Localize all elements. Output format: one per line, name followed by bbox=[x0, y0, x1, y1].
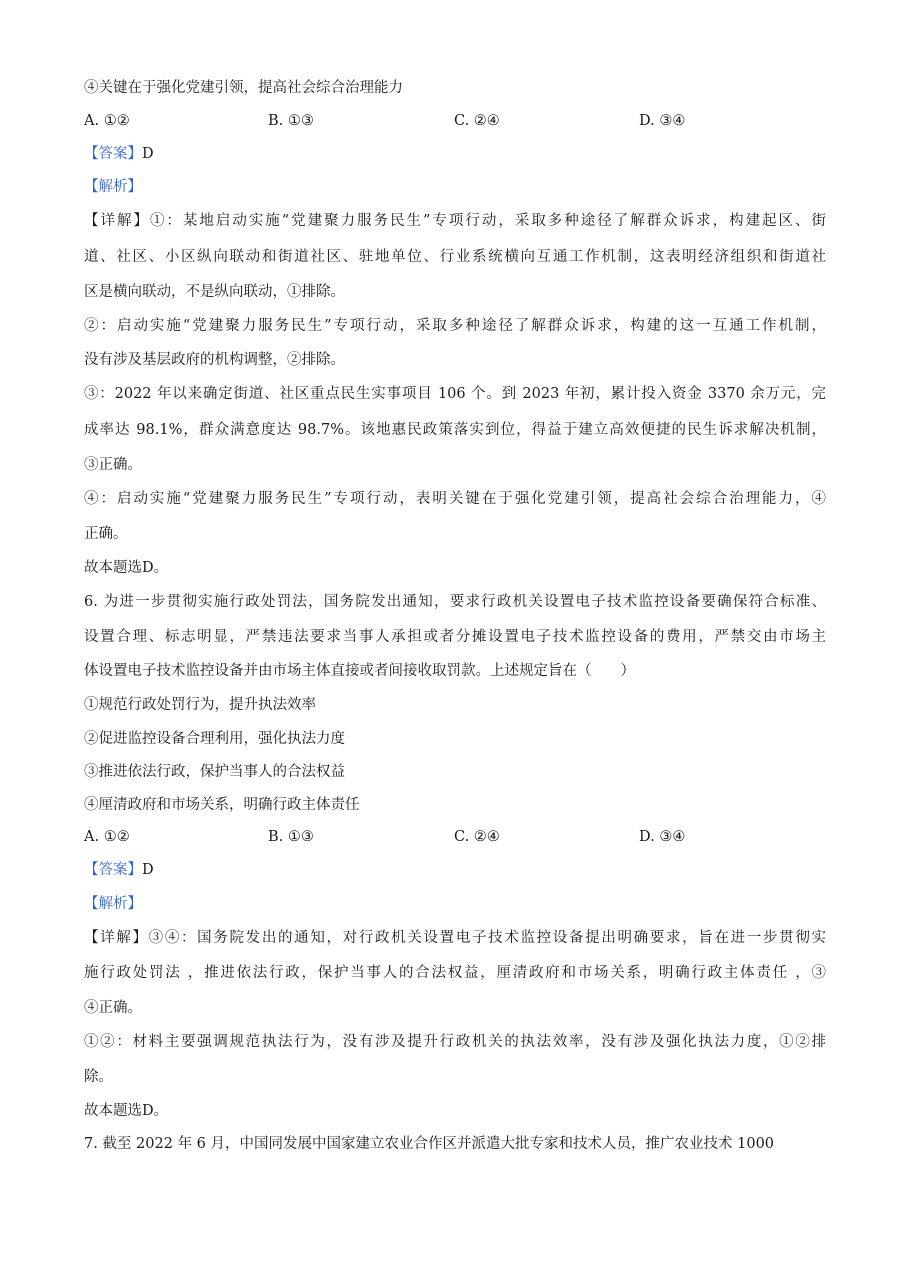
q6-choice-a: A. ①② bbox=[84, 829, 130, 845]
q5-detail-line-3: 区是横向联动，不是纵向联动，①排除。 bbox=[84, 284, 345, 300]
q5-detail-line-4: ②：启动实施“党建聚力服务民生”专项行动，采取多种途径了解群众诉求，构建的这一互通工作机制， bbox=[84, 318, 826, 334]
q6-choice-b: B. ①③ bbox=[268, 829, 314, 845]
q6-choice-c: C. ②④ bbox=[454, 829, 500, 845]
q6-stem-line-1: 6. 为进一步贯彻实施行政处罚法，国务院发出通知，要求行政机关设置电子技术监控设备要确保符合标准、 bbox=[84, 594, 826, 610]
q6-statement-3: ③推进依法行政，保护当事人的合法权益 bbox=[84, 764, 345, 780]
q5-detail-line-1 bbox=[84, 211, 826, 231]
q5-analysis-label: 【解析】 bbox=[84, 179, 142, 195]
q5-detail-line-5: 没有涉及基层政府的机构调整，②排除。 bbox=[84, 352, 345, 368]
q5-detail-line-6: ③：2022 年以来确定街道、社区重点民生实事项目 106 个。到 2023 年初，累计投入资金 3370 余万元，完 bbox=[84, 386, 826, 402]
q6-detail-line-1 bbox=[84, 928, 826, 948]
q5-detail-line-2: 道、社区、小区纵向联动和街道社区、驻地单位、行业系统横向互通工作机制，这表明经济组织和街道社 bbox=[84, 249, 826, 265]
q7-stem-line-1: 7. 截至 2022 年 6 月，中国同发展中国家建立农业合作区并派遣大批专家和技术人员，推广农业技术 1000 bbox=[84, 1136, 775, 1152]
detail-label: 【详解】 bbox=[84, 930, 149, 946]
q5-statement-4: ④关键在于强化党建引领，提高社会综合治理能力 bbox=[84, 80, 403, 96]
q6-statement-4: ④厘清政府和市场关系，明确行政主体责任 bbox=[84, 797, 360, 813]
q5-choice-d: D. ③④ bbox=[639, 113, 686, 129]
q6-detail-line-2: 施行政处罚法 ，推进依法行政，保护当事人的合法权益，厘清政府和市场关系，明确行政主体责任 ，③ bbox=[84, 965, 826, 981]
detail-label: 【详解】 bbox=[84, 213, 150, 229]
q6-stem-line-2: 设置合理、标志明显，严禁违法要求当事人承担或者分摊设置电子技术监控设备的费用，严禁交由市场主 bbox=[84, 629, 826, 645]
detail-text: ③④：国务院发出的通知，对行政机关设置电子技术监控设备提出明确要求，旨在进一步贯彻实 bbox=[148, 930, 826, 946]
q5-detail-line-9: ④：启动实施“党建聚力服务民生”专项行动，表明关键在于强化党建引领，提高社会综合治理能力，④ bbox=[84, 491, 826, 507]
q6-detail-line-5: 除。 bbox=[84, 1069, 113, 1085]
answer-value: D bbox=[142, 862, 154, 878]
q5-choice-b: B. ①③ bbox=[268, 113, 314, 129]
q6-analysis-label: 【解析】 bbox=[84, 896, 142, 912]
answer-label: 【答案】 bbox=[84, 862, 142, 878]
answer-label: 【答案】 bbox=[84, 146, 142, 162]
q6-stem-line-3: 体设置电子技术监控设备并由市场主体直接或者间接收取罚款。上述规定旨在（ ） bbox=[84, 663, 635, 679]
q5-conclusion: 故本题选D。 bbox=[84, 560, 169, 576]
q6-detail-line-3: ④正确。 bbox=[84, 1000, 142, 1016]
q5-answer bbox=[84, 144, 826, 164]
q5-detail-line-10: 正确。 bbox=[84, 526, 128, 542]
q5-choice-a: A. ①② bbox=[84, 113, 130, 129]
q6-statement-2: ②促进监控设备合理利用，强化执法力度 bbox=[84, 731, 345, 747]
q5-detail-line-8: ③正确。 bbox=[84, 457, 142, 473]
q6-statement-1: ①规范行政处罚行为，提升执法效率 bbox=[84, 697, 316, 713]
q6-answer bbox=[84, 860, 826, 880]
q6-detail-line-4: ①②：材料主要强调规范执法行为，没有涉及提升行政机关的执法效率，没有涉及强化执法力度，①②排 bbox=[84, 1034, 826, 1050]
q6-choice-d: D. ③④ bbox=[639, 829, 686, 845]
q5-choice-c: C. ②④ bbox=[454, 113, 500, 129]
detail-text: ①：某地启动实施“党建聚力服务民生”专项行动，采取多种途径了解群众诉求，构建起区、街 bbox=[149, 213, 826, 229]
answer-value: D bbox=[142, 146, 154, 162]
q6-conclusion: 故本题选D。 bbox=[84, 1103, 169, 1119]
q5-detail-line-7: 成率达 98.1%，群众满意度达 98.7%。该地惠民政策落实到位，得益于建立高效便捷的民生诉求解决机制， bbox=[84, 422, 826, 438]
